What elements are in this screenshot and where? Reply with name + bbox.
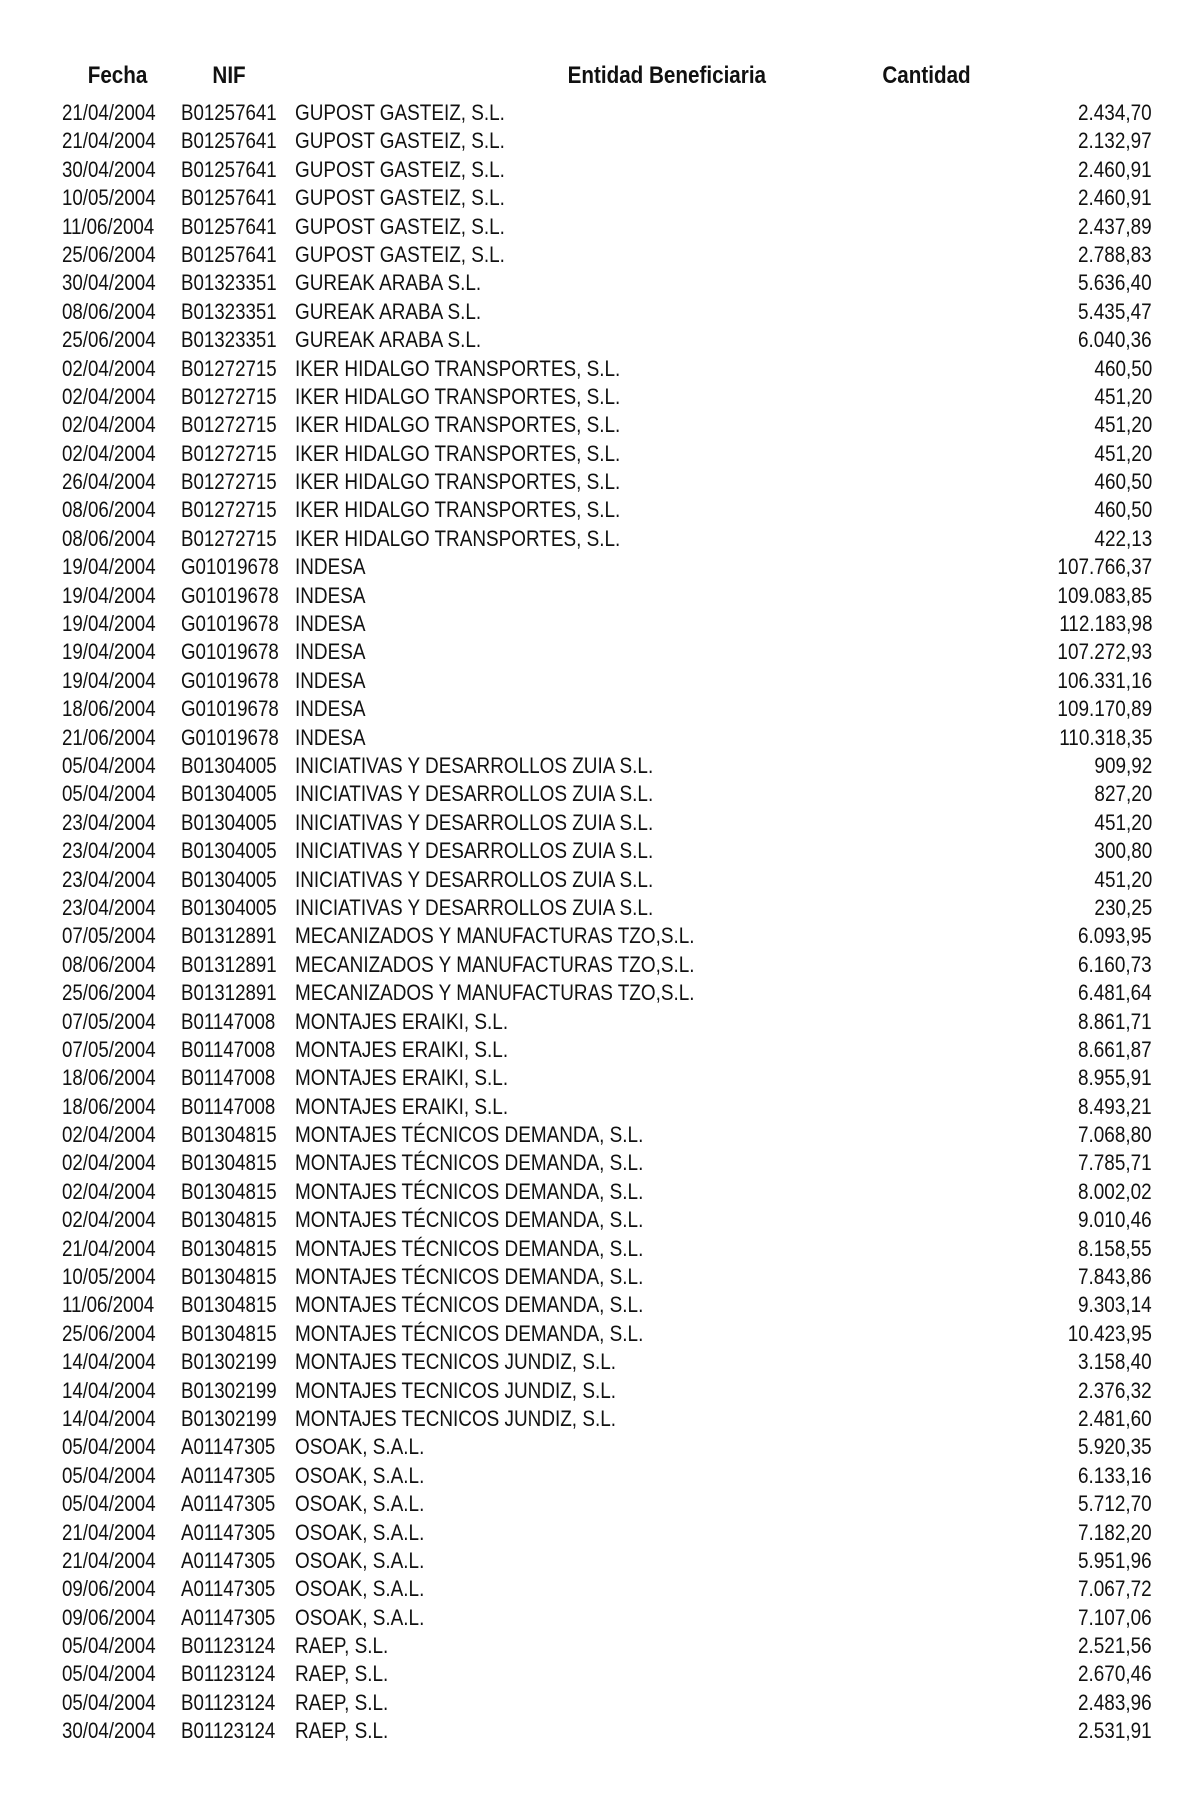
table-row	[0, 866, 1200, 894]
cell-nif: B01147008	[181, 1065, 276, 1091]
cell-fecha: 07/05/2004	[62, 1008, 156, 1034]
cell-entidad: IKER HIDALGO TRANSPORTES, S.L.	[295, 412, 621, 438]
cell-nif: B01304005	[181, 838, 277, 864]
cell-entidad: OSOAK, S.A.L.	[295, 1434, 425, 1460]
table-row	[0, 780, 1200, 808]
table-row	[0, 667, 1200, 695]
table-row	[0, 468, 1200, 496]
cell-nif: G01019678	[181, 639, 279, 665]
cell-entidad: INICIATIVAS Y DESARROLLOS ZUIA S.L.	[295, 752, 654, 778]
cell-cantidad: 2.483,96	[1078, 1689, 1152, 1715]
cell-nif: B01272715	[181, 469, 277, 495]
cell-nif: B01123124	[181, 1661, 276, 1687]
cell-entidad: INDESA	[295, 554, 366, 580]
cell-entidad: IKER HIDALGO TRANSPORTES, S.L.	[295, 469, 621, 495]
cell-entidad: IKER HIDALGO TRANSPORTES, S.L.	[295, 383, 621, 409]
cell-fecha: 23/04/2004	[62, 838, 156, 864]
cell-cantidad: 2.437,89	[1078, 213, 1152, 239]
cell-entidad: INICIATIVAS Y DESARROLLOS ZUIA S.L.	[295, 809, 654, 835]
table-row	[0, 1320, 1200, 1348]
table-row	[0, 553, 1200, 581]
table-row	[0, 127, 1200, 155]
cell-cantidad: 5.435,47	[1078, 298, 1152, 324]
cell-entidad: INDESA	[295, 696, 366, 722]
table-row	[0, 156, 1200, 184]
cell-cantidad: 9.303,14	[1078, 1292, 1152, 1318]
cell-entidad: RAEP, S.L.	[295, 1718, 389, 1744]
cell-fecha: 02/04/2004	[62, 355, 156, 381]
table-row	[0, 1433, 1200, 1461]
cell-fecha: 05/04/2004	[62, 1462, 156, 1488]
cell-nif: B01123124	[181, 1718, 276, 1744]
cell-fecha: 23/04/2004	[62, 866, 156, 892]
cell-entidad: MECANIZADOS Y MANUFACTURAS TZO,S.L.	[295, 923, 695, 949]
cell-cantidad: 109.083,85	[1057, 582, 1152, 608]
cell-cantidad: 5.712,70	[1078, 1491, 1152, 1517]
cell-fecha: 21/04/2004	[62, 1519, 156, 1545]
cell-cantidad: 7.843,86	[1078, 1264, 1152, 1290]
cell-cantidad: 8.955,91	[1078, 1065, 1152, 1091]
cell-nif: B01147008	[181, 1036, 276, 1062]
cell-fecha: 19/04/2004	[62, 582, 156, 608]
cell-cantidad: 7.107,06	[1078, 1604, 1152, 1630]
cell-nif: B01304005	[181, 894, 277, 920]
cell-cantidad: 6.093,95	[1078, 923, 1152, 949]
cell-cantidad: 2.481,60	[1078, 1405, 1152, 1431]
cell-nif: B01302199	[181, 1377, 277, 1403]
cell-cantidad: 8.861,71	[1078, 1008, 1152, 1034]
cell-nif: B01304815	[181, 1150, 277, 1176]
cell-nif: B01257641	[181, 185, 277, 211]
cell-entidad: MONTAJES ERAIKI, S.L.	[295, 1008, 509, 1034]
table-row	[0, 496, 1200, 524]
cell-entidad: MONTAJES ERAIKI, S.L.	[295, 1036, 509, 1062]
table-row	[0, 1689, 1200, 1717]
cell-cantidad: 5.636,40	[1078, 270, 1152, 296]
cell-entidad: MONTAJES TÉCNICOS DEMANDA, S.L.	[295, 1122, 644, 1148]
table-row	[0, 1178, 1200, 1206]
cell-entidad: GUPOST GASTEIZ, S.L.	[295, 241, 505, 267]
cell-fecha: 26/04/2004	[62, 469, 156, 495]
cell-nif: B01304005	[181, 809, 277, 835]
table-row	[0, 1348, 1200, 1376]
cell-cantidad: 106.331,16	[1057, 667, 1152, 693]
table-row	[0, 1235, 1200, 1263]
table-row	[0, 525, 1200, 553]
table-row	[0, 951, 1200, 979]
cell-cantidad: 451,20	[1094, 383, 1152, 409]
cell-fecha: 14/04/2004	[62, 1405, 156, 1431]
cell-entidad: IKER HIDALGO TRANSPORTES, S.L.	[295, 525, 621, 551]
table-row	[0, 610, 1200, 638]
cell-fecha: 21/04/2004	[62, 128, 156, 154]
table-row	[0, 1519, 1200, 1547]
cell-fecha: 05/04/2004	[62, 781, 156, 807]
cell-entidad: OSOAK, S.A.L.	[295, 1547, 425, 1573]
cell-entidad: INDESA	[295, 582, 366, 608]
cell-nif: B01304815	[181, 1122, 277, 1148]
cell-cantidad: 460,50	[1094, 497, 1152, 523]
cell-cantidad: 10.423,95	[1067, 1320, 1152, 1346]
cell-cantidad: 2.132,97	[1078, 128, 1152, 154]
cell-entidad: OSOAK, S.A.L.	[295, 1519, 425, 1545]
cell-cantidad: 7.182,20	[1078, 1519, 1152, 1545]
cell-fecha: 23/04/2004	[62, 894, 156, 920]
header-entidad: Entidad Beneficiaria	[567, 62, 767, 89]
table-row	[0, 1490, 1200, 1518]
cell-nif: A01147305	[181, 1462, 276, 1488]
table-row	[0, 837, 1200, 865]
cell-fecha: 08/06/2004	[62, 298, 156, 324]
cell-entidad: OSOAK, S.A.L.	[295, 1576, 425, 1602]
cell-entidad: GUREAK ARABA S.L.	[295, 298, 482, 324]
cell-cantidad: 6.133,16	[1078, 1462, 1152, 1488]
cell-nif: B01323351	[181, 327, 277, 353]
cell-fecha: 07/05/2004	[62, 1036, 156, 1062]
table-row	[0, 1291, 1200, 1319]
cell-fecha: 02/04/2004	[62, 1150, 156, 1176]
cell-cantidad: 6.160,73	[1078, 951, 1152, 977]
table-row	[0, 298, 1200, 326]
table-row	[0, 326, 1200, 354]
cell-fecha: 21/04/2004	[62, 1235, 156, 1261]
cell-nif: B01304005	[181, 781, 277, 807]
cell-entidad: MONTAJES TÉCNICOS DEMANDA, S.L.	[295, 1235, 644, 1261]
cell-fecha: 02/04/2004	[62, 383, 156, 409]
table-row	[0, 1604, 1200, 1632]
cell-entidad: MONTAJES TECNICOS JUNDIZ, S.L.	[295, 1405, 616, 1431]
cell-fecha: 21/06/2004	[62, 724, 156, 750]
cell-entidad: MONTAJES ERAIKI, S.L.	[295, 1065, 509, 1091]
cell-cantidad: 2.788,83	[1078, 241, 1152, 267]
header-cantidad: Cantidad	[882, 62, 971, 89]
table-row	[0, 1377, 1200, 1405]
cell-cantidad: 460,50	[1094, 355, 1152, 381]
cell-entidad: OSOAK, S.A.L.	[295, 1491, 425, 1517]
table-row	[0, 269, 1200, 297]
cell-fecha: 18/06/2004	[62, 1065, 156, 1091]
cell-cantidad: 2.460,91	[1078, 156, 1152, 182]
cell-nif: A01147305	[181, 1547, 276, 1573]
cell-fecha: 21/04/2004	[62, 1547, 156, 1573]
table-row	[0, 894, 1200, 922]
cell-cantidad: 460,50	[1094, 469, 1152, 495]
cell-fecha: 05/04/2004	[62, 1434, 156, 1460]
cell-fecha: 25/06/2004	[62, 1320, 156, 1346]
cell-entidad: INDESA	[295, 611, 366, 637]
cell-nif: A01147305	[181, 1519, 276, 1545]
cell-fecha: 23/04/2004	[62, 809, 156, 835]
cell-cantidad: 451,20	[1094, 412, 1152, 438]
cell-entidad: RAEP, S.L.	[295, 1689, 389, 1715]
table-row	[0, 1064, 1200, 1092]
cell-fecha: 11/06/2004	[62, 1292, 155, 1318]
cell-cantidad: 110.318,35	[1058, 724, 1152, 750]
table-row	[0, 1093, 1200, 1121]
cell-fecha: 02/04/2004	[62, 440, 156, 466]
table-row	[0, 1717, 1200, 1745]
cell-fecha: 05/04/2004	[62, 1491, 156, 1517]
cell-fecha: 05/04/2004	[62, 1633, 156, 1659]
cell-entidad: GUREAK ARABA S.L.	[295, 327, 482, 353]
cell-nif: G01019678	[181, 696, 279, 722]
cell-cantidad: 8.661,87	[1078, 1036, 1152, 1062]
table-header	[0, 56, 1032, 96]
cell-nif: B01304815	[181, 1235, 277, 1261]
table-row	[0, 1036, 1200, 1064]
table-row	[0, 213, 1200, 241]
cell-nif: G01019678	[181, 611, 279, 637]
table-row	[0, 1547, 1200, 1575]
cell-entidad: INDESA	[295, 724, 366, 750]
cell-nif: B01257641	[181, 100, 277, 125]
table-body	[0, 99, 1200, 1746]
table-row	[0, 241, 1200, 269]
cell-entidad: IKER HIDALGO TRANSPORTES, S.L.	[295, 355, 621, 381]
table-row	[0, 809, 1200, 837]
cell-nif: B01304815	[181, 1320, 277, 1346]
cell-entidad: MECANIZADOS Y MANUFACTURAS TZO,S.L.	[295, 980, 695, 1006]
table-row	[0, 1462, 1200, 1490]
table-row	[0, 752, 1200, 780]
cell-nif: B01272715	[181, 497, 277, 523]
cell-entidad: MONTAJES TÉCNICOS DEMANDA, S.L.	[295, 1150, 644, 1176]
cell-nif: A01147305	[181, 1434, 276, 1460]
cell-entidad: GUPOST GASTEIZ, S.L.	[295, 185, 505, 211]
table-row	[0, 383, 1200, 411]
table-row	[0, 582, 1200, 610]
header-fecha: Fecha	[87, 62, 148, 89]
cell-fecha: 25/06/2004	[62, 327, 156, 353]
table-row	[0, 1206, 1200, 1234]
cell-entidad: INDESA	[295, 639, 366, 665]
cell-entidad: MONTAJES TÉCNICOS DEMANDA, S.L.	[295, 1264, 644, 1290]
cell-entidad: GUPOST GASTEIZ, S.L.	[295, 213, 505, 239]
cell-nif: G01019678	[181, 582, 279, 608]
cell-cantidad: 7.068,80	[1078, 1122, 1152, 1148]
cell-fecha: 25/06/2004	[62, 980, 156, 1006]
cell-cantidad: 2.460,91	[1078, 185, 1152, 211]
cell-nif: A01147305	[181, 1491, 276, 1517]
cell-fecha: 10/05/2004	[62, 1264, 156, 1290]
cell-fecha: 07/05/2004	[62, 923, 156, 949]
cell-cantidad: 7.067,72	[1078, 1576, 1152, 1602]
cell-nif: B01312891	[181, 923, 277, 949]
cell-fecha: 05/04/2004	[62, 1661, 156, 1687]
cell-cantidad: 2.521,56	[1078, 1633, 1152, 1659]
cell-cantidad: 6.481,64	[1078, 980, 1152, 1006]
cell-cantidad: 112.183,98	[1058, 611, 1152, 637]
table-row	[0, 1575, 1200, 1603]
cell-cantidad: 451,20	[1094, 809, 1152, 835]
cell-nif: B01312891	[181, 980, 277, 1006]
cell-entidad: MONTAJES TECNICOS JUNDIZ, S.L.	[295, 1377, 616, 1403]
cell-cantidad: 107.766,37	[1057, 554, 1152, 580]
cell-cantidad: 8.493,21	[1078, 1093, 1152, 1119]
table-row	[0, 1121, 1200, 1149]
cell-nif: A01147305	[181, 1604, 276, 1630]
cell-fecha: 08/06/2004	[62, 951, 156, 977]
cell-nif: B01257641	[181, 213, 277, 239]
cell-fecha: 19/04/2004	[62, 639, 156, 665]
cell-nif: B01123124	[181, 1689, 276, 1715]
cell-entidad: MONTAJES TÉCNICOS DEMANDA, S.L.	[295, 1178, 644, 1204]
cell-fecha: 30/04/2004	[62, 270, 156, 296]
cell-cantidad: 8.002,02	[1078, 1178, 1152, 1204]
cell-nif: B01257641	[181, 128, 277, 154]
cell-entidad: INICIATIVAS Y DESARROLLOS ZUIA S.L.	[295, 781, 654, 807]
cell-nif: B01272715	[181, 383, 277, 409]
table-row	[0, 99, 1200, 127]
cell-nif: B01312891	[181, 951, 277, 977]
cell-entidad: INICIATIVAS Y DESARROLLOS ZUIA S.L.	[295, 866, 654, 892]
header-nif: NIF	[212, 62, 246, 89]
cell-nif: G01019678	[181, 554, 279, 580]
cell-nif: B01304005	[181, 866, 277, 892]
cell-fecha: 25/06/2004	[62, 241, 156, 267]
cell-fecha: 19/04/2004	[62, 667, 156, 693]
cell-entidad: GUREAK ARABA S.L.	[295, 270, 482, 296]
cell-entidad: MECANIZADOS Y MANUFACTURAS TZO,S.L.	[295, 951, 695, 977]
cell-fecha: 09/06/2004	[62, 1604, 156, 1630]
cell-fecha: 05/04/2004	[62, 1689, 156, 1715]
cell-cantidad: 5.951,96	[1078, 1547, 1152, 1573]
cell-cantidad: 2.531,91	[1078, 1718, 1152, 1744]
cell-cantidad: 9.010,46	[1078, 1207, 1152, 1233]
cell-nif: B01147008	[181, 1008, 276, 1034]
cell-cantidad: 6.040,36	[1078, 327, 1152, 353]
table-row	[0, 1632, 1200, 1660]
cell-nif: B01272715	[181, 525, 277, 551]
cell-fecha: 11/06/2004	[62, 213, 155, 239]
cell-nif: B01257641	[181, 156, 277, 182]
cell-fecha: 08/06/2004	[62, 497, 156, 523]
table-row	[0, 1405, 1200, 1433]
table-row	[0, 922, 1200, 950]
cell-nif: B01304815	[181, 1178, 277, 1204]
table-row	[0, 1263, 1200, 1291]
cell-nif: B01323351	[181, 298, 277, 324]
cell-cantidad: 451,20	[1094, 440, 1152, 466]
cell-entidad: GUPOST GASTEIZ, S.L.	[295, 100, 505, 125]
cell-cantidad: 109.170,89	[1057, 696, 1152, 722]
cell-cantidad: 2.434,70	[1078, 100, 1152, 125]
cell-nif: B01304815	[181, 1264, 277, 1290]
cell-entidad: GUPOST GASTEIZ, S.L.	[295, 156, 505, 182]
cell-nif: B01302199	[181, 1405, 277, 1431]
cell-entidad: MONTAJES TECNICOS JUNDIZ, S.L.	[295, 1349, 616, 1375]
cell-fecha: 14/04/2004	[62, 1349, 156, 1375]
cell-fecha: 02/04/2004	[62, 1207, 156, 1233]
cell-nif: B01304815	[181, 1292, 277, 1318]
cell-entidad: IKER HIDALGO TRANSPORTES, S.L.	[295, 497, 621, 523]
cell-fecha: 02/04/2004	[62, 1178, 156, 1204]
cell-entidad: INICIATIVAS Y DESARROLLOS ZUIA S.L.	[295, 894, 654, 920]
cell-fecha: 19/04/2004	[62, 611, 156, 637]
cell-fecha: 14/04/2004	[62, 1377, 156, 1403]
table-row	[0, 355, 1200, 383]
cell-nif: A01147305	[181, 1576, 276, 1602]
cell-fecha: 30/04/2004	[62, 1718, 156, 1744]
cell-fecha: 30/04/2004	[62, 156, 156, 182]
table-row	[0, 440, 1200, 468]
cell-fecha: 02/04/2004	[62, 1122, 156, 1148]
cell-nif: B01304815	[181, 1207, 277, 1233]
table-row	[0, 1008, 1200, 1036]
cell-entidad: INDESA	[295, 667, 366, 693]
table-row	[0, 638, 1200, 666]
table-row	[0, 979, 1200, 1007]
cell-nif: G01019678	[181, 667, 279, 693]
cell-cantidad: 8.158,55	[1078, 1235, 1152, 1261]
table-row	[0, 184, 1200, 212]
cell-fecha: 19/04/2004	[62, 554, 156, 580]
table-row	[0, 1149, 1200, 1177]
cell-nif: B01272715	[181, 412, 277, 438]
cell-cantidad: 909,92	[1094, 752, 1152, 778]
cell-nif: B01302199	[181, 1349, 277, 1375]
cell-nif: B01257641	[181, 241, 277, 267]
cell-entidad: MONTAJES ERAIKI, S.L.	[295, 1093, 509, 1119]
cell-entidad: OSOAK, S.A.L.	[295, 1604, 425, 1630]
cell-entidad: GUPOST GASTEIZ, S.L.	[295, 128, 505, 154]
cell-entidad: RAEP, S.L.	[295, 1661, 389, 1687]
cell-entidad: RAEP, S.L.	[295, 1633, 389, 1659]
cell-cantidad: 422,13	[1094, 525, 1152, 551]
cell-fecha: 05/04/2004	[62, 752, 156, 778]
table-row	[0, 1660, 1200, 1688]
cell-cantidad: 5.920,35	[1078, 1434, 1152, 1460]
cell-entidad: MONTAJES TÉCNICOS DEMANDA, S.L.	[295, 1292, 644, 1318]
cell-nif: B01304005	[181, 752, 277, 778]
cell-cantidad: 7.785,71	[1078, 1150, 1152, 1176]
cell-fecha: 08/06/2004	[62, 525, 156, 551]
table-row	[0, 724, 1200, 752]
cell-cantidad: 2.670,46	[1078, 1661, 1152, 1687]
cell-nif: B01123124	[181, 1633, 276, 1659]
cell-cantidad: 827,20	[1094, 781, 1152, 807]
cell-nif: B01147008	[181, 1093, 276, 1119]
cell-nif: B01272715	[181, 355, 277, 381]
cell-entidad: INICIATIVAS Y DESARROLLOS ZUIA S.L.	[295, 838, 654, 864]
cell-nif: G01019678	[181, 724, 279, 750]
cell-entidad: MONTAJES TÉCNICOS DEMANDA, S.L.	[295, 1320, 644, 1346]
cell-entidad: OSOAK, S.A.L.	[295, 1462, 425, 1488]
cell-cantidad: 107.272,93	[1057, 639, 1152, 665]
cell-fecha: 02/04/2004	[62, 412, 156, 438]
cell-entidad: MONTAJES TÉCNICOS DEMANDA, S.L.	[295, 1207, 644, 1233]
cell-cantidad: 230,25	[1094, 894, 1152, 920]
cell-nif: B01323351	[181, 270, 277, 296]
cell-cantidad: 2.376,32	[1078, 1377, 1152, 1403]
cell-fecha: 18/06/2004	[62, 1093, 156, 1119]
cell-cantidad: 451,20	[1094, 866, 1152, 892]
cell-fecha: 21/04/2004	[62, 100, 156, 125]
table-row	[0, 695, 1200, 723]
table-row	[0, 411, 1200, 439]
cell-cantidad: 3.158,40	[1078, 1349, 1152, 1375]
cell-fecha: 10/05/2004	[62, 185, 156, 211]
cell-fecha: 09/06/2004	[62, 1576, 156, 1602]
cell-cantidad: 300,80	[1094, 838, 1152, 864]
cell-fecha: 18/06/2004	[62, 696, 156, 722]
cell-nif: B01272715	[181, 440, 277, 466]
cell-entidad: IKER HIDALGO TRANSPORTES, S.L.	[295, 440, 621, 466]
